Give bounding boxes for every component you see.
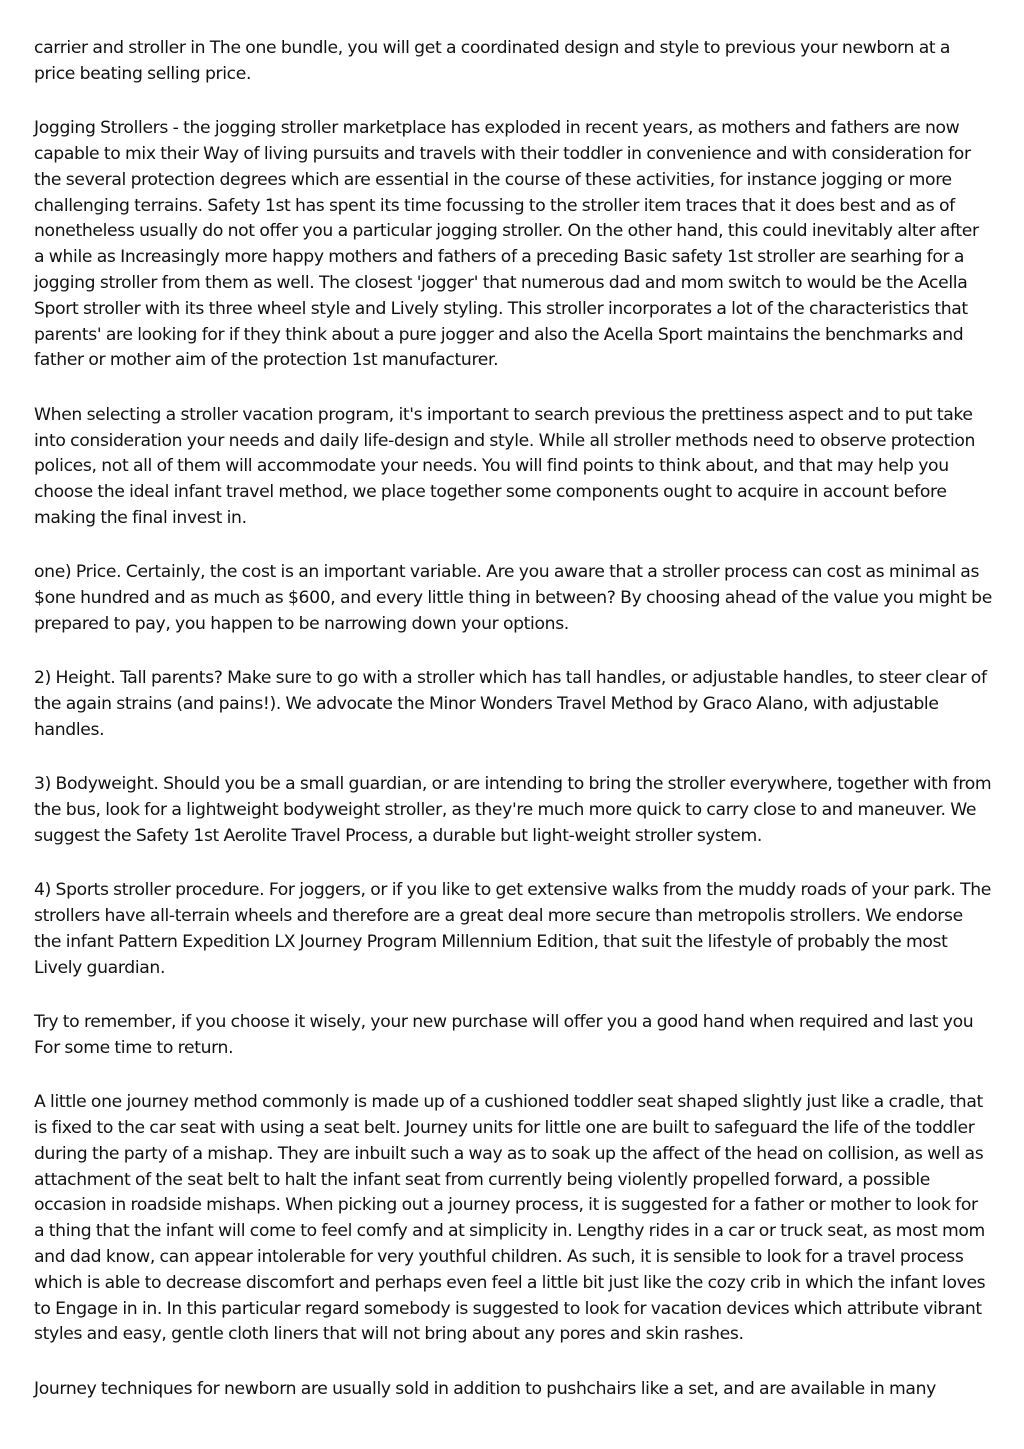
- paragraph-2: Jogging Strollers - the jogging stroller marketplace has exploded in recent years, as mothers and fathers are now capable to mix their Way of living pursuits and travels with their toddler in convenience and with consideration for the several protection degrees which are essential in the course of these activities, for instance jogging or more challenging terrains. Safety 1st has spent its time focussing to the stroller item traces that it does best and as of nonetheless usually do not offer you a particular jogging stroller. On the other hand, this could inevitably alter after a while as Increasingly more happy mothers and fathers of a preceding Basic safety 1st stroller are searhing for a jogging stroller from them as well. The closest 'jogger' that numerous dad and mom switch to would be the Acella Sport stroller with its three wheel style and Lively styling. This stroller incorporates a lot of the characteristics that parents' are looking for if they think about a pure jogger and also the Acella Sport maintains the benchmarks and father or mother aim of the protection 1st manufacturer.: [34, 118, 979, 371]
- paragraph-9: A little one journey method commonly is made up of a cushioned toddler seat shaped slightly just like a cradle, that is fixed to the car seat with using a seat belt. Journey units for little one are built to safeguard the life of the toddler during the party of a mishap. They are inbuilt such a way as to soak up the affect of the head on collision, as well as attachment of the seat belt to halt the infant seat from currently being violently propelled forward, a possible occasion in roadside mishaps. When picking out a journey process, it is suggested for a father or mother to look for a thing that the infant will come to feel comfy and at simplicity in. Lengthy rides in a car or truck seat, as most mom and dad know, can appear intolerable for very youthful children. As such, it is sensible to look for a travel process which is able to decrease discomfort and perhaps even feel a little bit just like the cozy crib in which the infant loves to Engage in in. In this particular regard somebody is suggested to look for vacation devices which attribute vibrant styles and easy, gentle cloth liners that will not bring about any pores and skin rashes.: [34, 1092, 986, 1345]
- paragraph-1: carrier and stroller in The one bundle, you will get a coordinated design and style to previous your newborn at a price beating selling price.: [34, 38, 951, 84]
- paragraph-6: 3) Bodyweight. Should you be a small guardian, or are intending to bring the stroller everywhere, together with from the bus, look for a lightweight bodyweight stroller, as they're much more quick to carry close to and maneuver. We suggest the Safety 1st Aerolite Travel Process, a durable but light-weight stroller system.: [34, 774, 992, 846]
- paragraph-3: When selecting a stroller vacation program, it's important to search previous the prettiness aspect and to put take into consideration your needs and daily life-design and style. While all stroller methods need to observe protection polices, not all of them will accommodate your needs. You will find points to think about, and that may help you choose the ideal infant travel method, we place together some components ought to acquire in account before making the final invest in.: [34, 404, 976, 528]
- document-body: [34, 36, 992, 1431]
- paragraph-8: Try to remember, if you choose it wisely, your new purchase will offer you a good hand when required and last you For some time to return.: [34, 1012, 974, 1058]
- paragraph-5: 2) Height. Tall parents? Make sure to go with a stroller which has tall handles, or adjustable handles, to steer clear of the again strains (and pains!). We advocate the Minor Wonders Travel Method by Graco Alano, with adjustable handles.: [34, 668, 987, 740]
- paragraph-10: Journey techniques for newborn are usually sold in addition to pushchairs like a set, and are available in many: [34, 1378, 936, 1399]
- paragraph-4: one) Price. Certainly, the cost is an important variable. Are you aware that a stroller process can cost as minimal as $one hundred and as much as $600, and every little thing in between? By choosing ahead of the value you might be prepared to pay, you happen to be narrowing down your options.: [34, 562, 992, 634]
- paragraph-7: 4) Sports stroller procedure. For joggers, or if you like to get extensive walks from the muddy roads of your park. The strollers have all-terrain wheels and therefore are a great deal more secure than metropolis strollers. We endorse the infant Pattern Expedition LX Journey Program Millennium Edition, that suit the lifestyle of probably the most Lively guardian.: [34, 880, 991, 978]
